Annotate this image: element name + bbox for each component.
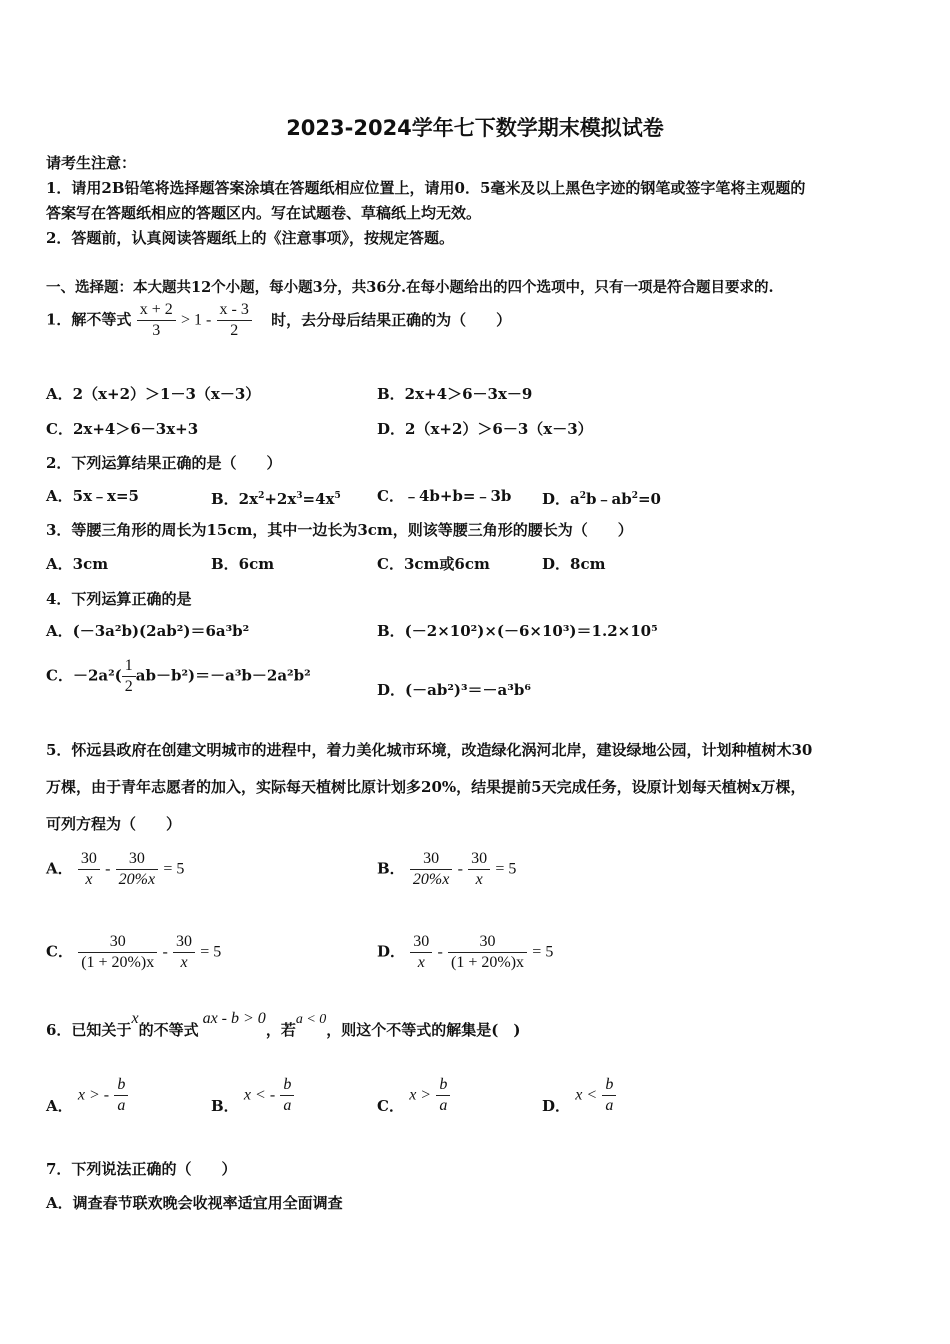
q4-option-d[interactable]: D．(－ab²)³＝－a³b⁶ [377, 681, 531, 699]
q2-option-b[interactable]: B．$2x^2+2x^3=4x^5$ [211, 490, 341, 508]
notice-line-3: 2．答题前，认真阅读答题纸上的《注意事项》，按规定答题。 [46, 229, 454, 247]
q3-option-c[interactable]: C．3cm或6cm [377, 555, 490, 573]
q3-option-a[interactable]: A．3cm [46, 555, 109, 573]
question-5-line-3: 可列方程为（ ） [46, 815, 182, 833]
notice-heading: 请考生注意： [46, 154, 137, 172]
q2-option-c[interactable]: C．﹣4b+b=﹣3b [377, 487, 512, 505]
question-7: 7．下列说法正确的（ ） [46, 1160, 237, 1178]
q1-option-c[interactable]: C．2x+4＞6－3x+3 [46, 420, 199, 438]
q7-option-a[interactable]: A．调查春节联欢晚会收视率适宜用全面调查 [46, 1194, 343, 1212]
q1-option-b[interactable]: B．2x+4＞6－3x－9 [377, 385, 533, 403]
q4-c-fraction: $\frac{1}{2}$ [122, 656, 136, 697]
q1-suffix: 时，去分母后结果正确的为（ ） [271, 310, 512, 329]
q4-option-c[interactable]: C．－2a²( $\frac{1}{2}$ ab－b²)＝－a³b－2a²b² [46, 657, 311, 695]
question-4: 4．下列运算正确的是 [46, 590, 192, 608]
q5-option-c[interactable]: C． $\frac{30}{(1 + 20\%)x}$ - $\frac{30}{x}$ = 5 [46, 933, 222, 971]
notice-line-1: 1．请用2B铅笔将选择题答案涂填在答题纸相应位置上，请用0．5毫米及以上黑色字迹的钢笔或签字笔将主观题的 [46, 179, 806, 197]
q2-option-a[interactable]: A．5x﹣x=5 [46, 487, 139, 505]
q1-mid: > 1 - [180, 311, 212, 329]
q4-option-b[interactable]: B．(－2×10²)×(－6×10³)＝1.2×10⁵ [377, 622, 658, 640]
q1-option-a[interactable]: A．2（x+2）＞1－3（x－3） [46, 385, 261, 403]
q5-option-b[interactable]: B． $\frac{30}{20\%x}$ - $\frac{30}{x}$ = 5 [377, 850, 517, 888]
question-5-line-2: 万棵，由于青年志愿者的加入，实际每天植树比原计划多20%，结果提前5天完成任务，设原计划每天植树x万棵， [46, 778, 806, 796]
q1-fraction-1: $\frac{x + 2}{3}$ [137, 300, 176, 341]
q6-option-d[interactable]: D． x < $\frac{b}{a}$ [542, 1075, 616, 1116]
section-heading: 一、选择题：本大题共12个小题，每小题3分，共36分.在每小题给出的四个选项中，只有一项是符合题目要求的. [46, 279, 774, 296]
q6-option-a[interactable]: A． x > - $\frac{b}{a}$ [46, 1075, 128, 1116]
question-2: 2．下列运算结果正确的是（ ） [46, 454, 282, 472]
q2-option-d[interactable]: D．$a^2b﹣ab^2=0$ [542, 490, 661, 508]
q5-option-a[interactable]: A． $\frac{30}{x}$ - $\frac{30}{20\%x}$ = 5 [46, 850, 185, 888]
q6-option-c[interactable]: C． x > $\frac{b}{a}$ [377, 1075, 450, 1116]
question-5-line-1: 5．怀远县政府在创建文明城市的进程中，着力美化城市环境，改造绿化涡河北岸，建设绿地公园，计划种植树木30 [46, 741, 813, 759]
q1-prefix: 1．解不等式 [46, 310, 132, 329]
q4-option-a[interactable]: A．(－3a²b)(2ab²)＝6a³b² [46, 622, 250, 640]
question-6: 6．已知关于x的不等式ax - b > 0，若a < 0，则这个不等式的解集是( ) [46, 1010, 521, 1039]
question-1 [46, 300, 511, 341]
page-title: 2023-2024学年七下数学期末模拟试卷 [286, 116, 664, 140]
question-3: 3．等腰三角形的周长为15cm，其中一边长为3cm，则该等腰三角形的腰长为（ ） [46, 521, 633, 539]
q3-option-d[interactable]: D．8cm [542, 555, 606, 573]
q3-option-b[interactable]: B．6cm [211, 555, 275, 573]
q6-option-b[interactable]: B． x < - $\frac{b}{a}$ [211, 1075, 294, 1116]
q1-fraction-2: $\frac{x - 3}{2}$ [217, 300, 252, 341]
q1-option-d[interactable]: D．2（x+2）＞6－3（x－3） [377, 420, 593, 438]
q5-option-d[interactable]: D． $\frac{30}{x}$ - $\frac{30}{(1 + 20\%)x}$ = 5 [377, 933, 554, 971]
notice-line-2: 答案写在答题纸相应的答题区内。写在试题卷、草稿纸上均无效。 [46, 204, 482, 222]
